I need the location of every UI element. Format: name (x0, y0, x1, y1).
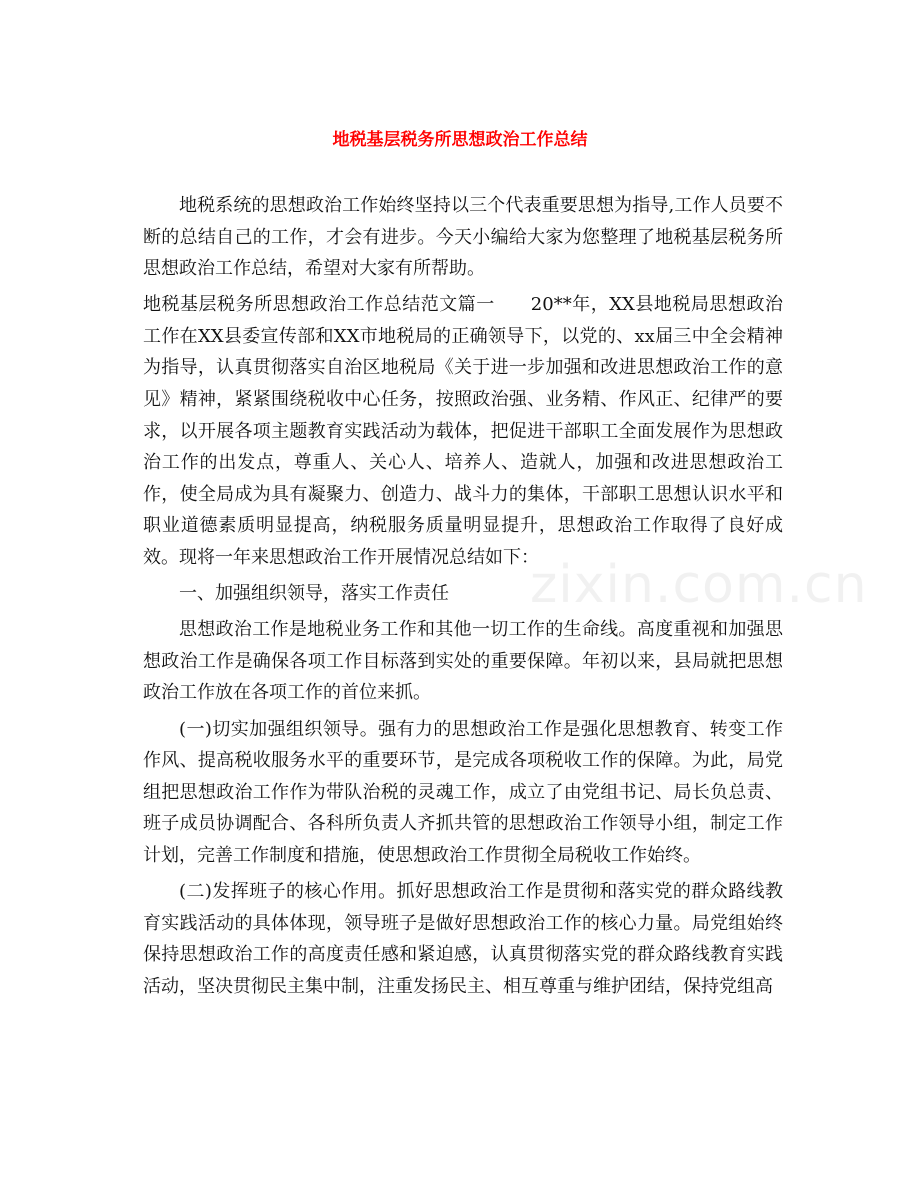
subsection1-paragraph: (一)切实加强组织领导。强有力的思想政治工作是强化思想教育、转变工作作风、提高税收服务水平的重要环节，是完成各项税收工作的保障。为此，局党组把思想政治工作作为带队治税的灵魂工作，成立了由党组书记、局长负总责、班子成员协调配合、各科所负责人齐抓共管的思想政治工作领导小组，制定工作计划，完善工作制度和措施，使思想政治工作贯彻全局税收工作始终。 (143, 718, 783, 866)
example-paragraph (143, 289, 783, 573)
intro-paragraph: 地税系统的思想政治工作始终坚持以三个代表重要思想为指导,工作人员要不断的总结自己的工作，才会有进步。今天小编给大家为您整理了地税基层税务所思想政治工作总结，希望对大家有所帮助。 (143, 195, 783, 280)
section1-paragraph: 思想政治工作是地税业务工作和其他一切工作的生命线。高度重视和加强思想政治工作是确保各项工作目标落到实处的重要保障。年初以来，县局就把思想政治工作放在各项工作的首位来抓。 (143, 619, 783, 704)
example-intro-text: 20**年，XX县地税局思想政治工作在XX县委宣传部和XX市地税局的正确领导下，以党的、xx届三中全会精神为指导，认真贯彻落实自治区地税局《关于进一步加强和改进思想政治工作的意见》精神，紧紧围绕税收中心任务，按照政治强、业务精、作风正、纪律严的要求，以开展各项主题教育实践活动为载体，把促进干部职工全面发展作为思想政治工作的出发点，尊重人、关心人、培养人、造就人，加强和改进思想政治工作，使全局成为具有凝聚力、创造力、战斗力的集体，干部职工思想认识水平和职业道德素质明显提高，纳税服务质量明显提升，思想政治工作取得了良好成效。现将一年来思想政治工作开展情况总结如下： (143, 294, 783, 569)
document-body (143, 190, 783, 1007)
example-heading: 地税基层税务所思想政治工作总结范文篇一 (143, 294, 495, 316)
watermark: zixin.com.cn (530, 555, 868, 615)
subsection2-paragraph: (二)发挥班子的核心作用。抓好思想政治工作是贯彻和落实党的群众路线教育实践活动的具体体现，领导班子是做好思想政治工作的核心力量。局党组始终保持思想政治工作的高度责任感和紧迫感，认真贯彻落实党的群众路线教育实践活动，坚决贯彻民主集中制，注重发扬民主、相互尊重与维护团结，保持党组高 (143, 880, 783, 997)
document-title: 地税基层税务所思想政治工作总结 (332, 130, 588, 150)
section1-heading: 一、加强组织领导，落实工作责任 (179, 583, 449, 605)
